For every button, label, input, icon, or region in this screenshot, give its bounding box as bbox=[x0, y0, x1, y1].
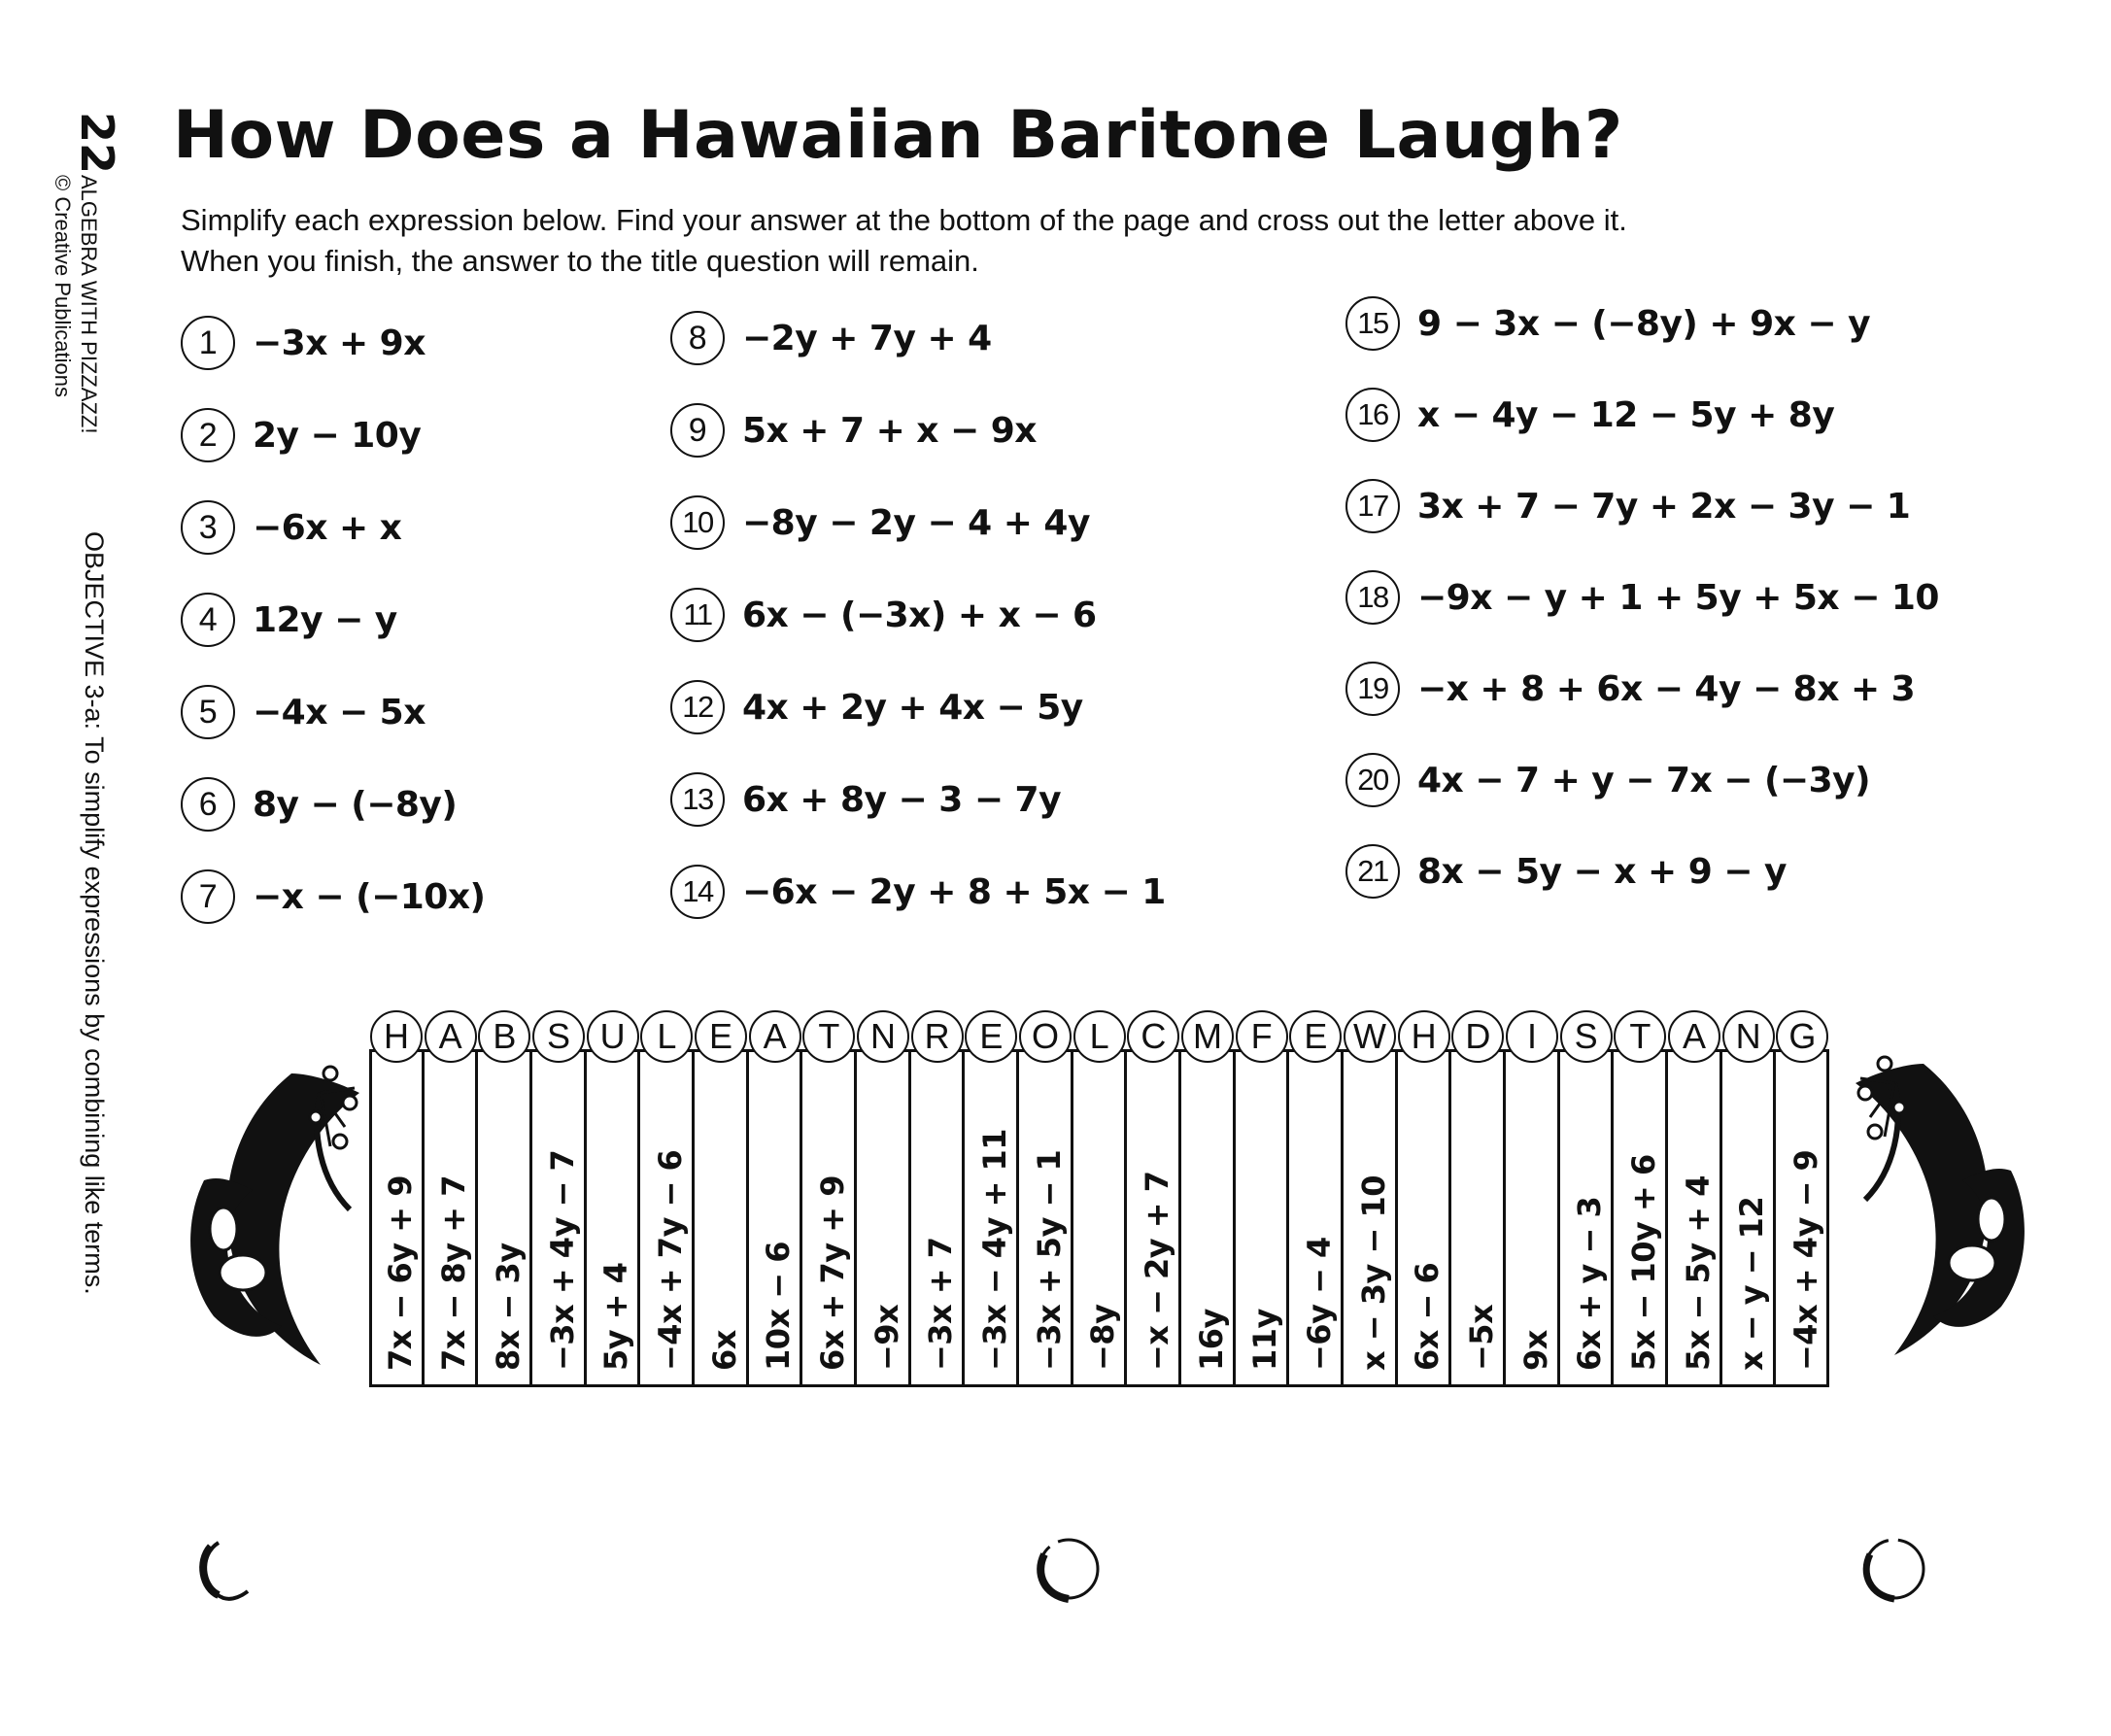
answer-letter: F bbox=[1236, 1010, 1288, 1063]
problem-expression: 9 − 3x − (−8y) + 9x − y bbox=[1417, 303, 1871, 344]
answer-expression: 6x − 6 bbox=[1409, 1262, 1447, 1371]
objective: OBJECTIVE 3-a: To simplify expressions by combining like terms. bbox=[80, 531, 109, 1295]
problem-6 bbox=[181, 777, 457, 832]
problem-2 bbox=[181, 408, 421, 462]
problem-16 bbox=[1345, 388, 1834, 442]
problem-number: 2 bbox=[181, 408, 235, 462]
answer-letter: D bbox=[1451, 1010, 1504, 1063]
answer-strip bbox=[369, 1010, 424, 1387]
answer-letter: U bbox=[587, 1010, 639, 1063]
problem-expression: 12y − y bbox=[253, 599, 397, 640]
answer-strip bbox=[1450, 1010, 1505, 1387]
answer-strip bbox=[1667, 1010, 1721, 1387]
problem-number: 10 bbox=[670, 495, 725, 550]
problem-5 bbox=[181, 685, 426, 739]
problem-number: 1 bbox=[181, 316, 235, 370]
answer-letter: R bbox=[911, 1010, 964, 1063]
problem-expression: −8y − 2y − 4 + 4y bbox=[742, 502, 1090, 543]
problem-expression: 2y − 10y bbox=[253, 415, 422, 456]
answer-letter: T bbox=[802, 1010, 855, 1063]
problem-number: 13 bbox=[670, 772, 725, 827]
answer-expression: −8y bbox=[1084, 1304, 1122, 1371]
answer-strip bbox=[1397, 1010, 1451, 1387]
answer-expression: 6x + 7y + 9 bbox=[814, 1175, 852, 1371]
answer-letter: N bbox=[1722, 1010, 1775, 1063]
problem-number: 6 bbox=[181, 777, 235, 832]
answer-expression: 8x − 3y bbox=[490, 1242, 528, 1371]
answer-expression: 5y + 4 bbox=[597, 1262, 635, 1371]
answer-strip bbox=[1559, 1010, 1614, 1387]
answer-letter: W bbox=[1344, 1010, 1396, 1063]
answer-strip bbox=[694, 1010, 748, 1387]
answer-strip bbox=[1613, 1010, 1667, 1387]
answer-letter: S bbox=[532, 1010, 585, 1063]
book-title: ALGEBRA WITH PIZZAZZ! bbox=[77, 175, 101, 434]
answer-letter: C bbox=[1127, 1010, 1179, 1063]
answer-expression: x − 3y − 10 bbox=[1354, 1175, 1392, 1371]
problem-number: 12 bbox=[670, 680, 725, 734]
answer-strip bbox=[1343, 1010, 1397, 1387]
page-number: 22 bbox=[71, 111, 123, 174]
punch-hole-right bbox=[1851, 1525, 1938, 1613]
problem-20 bbox=[1345, 753, 1870, 807]
answer-strip bbox=[801, 1010, 856, 1387]
answer-strip bbox=[910, 1010, 965, 1387]
problem-number: 16 bbox=[1345, 388, 1400, 442]
answer-expression: −3x + 4y − 7 bbox=[543, 1149, 581, 1371]
answer-letter: H bbox=[370, 1010, 423, 1063]
answer-letter: E bbox=[1289, 1010, 1342, 1063]
answer-letter: O bbox=[1019, 1010, 1072, 1063]
answer-expression: 7x − 6y + 9 bbox=[381, 1175, 419, 1371]
left-floral-ornament bbox=[175, 1035, 379, 1384]
answer-expression: x − y − 12 bbox=[1733, 1196, 1771, 1371]
answer-strip bbox=[1721, 1010, 1776, 1387]
answer-strip bbox=[1288, 1010, 1343, 1387]
answer-expression: 5x − 10y + 6 bbox=[1625, 1154, 1663, 1371]
problem-10 bbox=[670, 495, 1090, 550]
instructions-line-1: Simplify each expression below. Find your answer at the bottom of the page and cross out the letter above it. bbox=[181, 203, 1627, 237]
problem-15 bbox=[1345, 296, 1870, 351]
problem-18 bbox=[1345, 570, 1939, 625]
answer-expression: −3x + 5y − 1 bbox=[1030, 1149, 1068, 1371]
answer-expression: −4x + 7y − 6 bbox=[652, 1149, 690, 1371]
answer-strip bbox=[639, 1010, 694, 1387]
answer-expression: 11y bbox=[1246, 1309, 1284, 1371]
answer-expression: −6y − 4 bbox=[1301, 1237, 1339, 1371]
problem-expression: 6x − (−3x) + x − 6 bbox=[742, 595, 1097, 635]
problem-14 bbox=[670, 865, 1166, 919]
problem-expression: −2y + 7y + 4 bbox=[742, 318, 992, 358]
answer-letter: L bbox=[1073, 1010, 1126, 1063]
answer-strip bbox=[531, 1010, 586, 1387]
answer-letter: E bbox=[965, 1010, 1017, 1063]
problem-expression: 4x + 2y + 4x − 5y bbox=[742, 687, 1083, 728]
answer-letter: A bbox=[425, 1010, 477, 1063]
problem-21 bbox=[1345, 844, 1787, 899]
answer-strip bbox=[586, 1010, 640, 1387]
problem-number: 19 bbox=[1345, 662, 1400, 716]
problem-expression: x − 4y − 12 − 5y + 8y bbox=[1417, 394, 1835, 435]
problem-13 bbox=[670, 772, 1061, 827]
answer-strip bbox=[1018, 1010, 1073, 1387]
problem-expression: −4x − 5x bbox=[253, 692, 426, 732]
problem-expression: 6x + 8y − 3 − 7y bbox=[742, 779, 1062, 820]
answer-expression: −5x bbox=[1463, 1304, 1501, 1371]
answer-strip bbox=[1126, 1010, 1180, 1387]
answer-strip bbox=[1235, 1010, 1289, 1387]
answer-letter: I bbox=[1506, 1010, 1558, 1063]
answer-expression: 9x bbox=[1516, 1330, 1554, 1371]
punch-hole-center bbox=[1025, 1525, 1112, 1613]
answer-strip bbox=[964, 1010, 1018, 1387]
problem-expression: 3x + 7 − 7y + 2x − 3y − 1 bbox=[1417, 486, 1911, 527]
answer-strip bbox=[1180, 1010, 1235, 1387]
answer-expression: −3x + 7 bbox=[922, 1237, 960, 1371]
answer-expression: −9x bbox=[868, 1304, 905, 1371]
answer-expression: 7x − 8y + 7 bbox=[435, 1175, 473, 1371]
answer-banner bbox=[369, 1010, 1831, 1389]
answer-letter: A bbox=[749, 1010, 801, 1063]
answer-letter: M bbox=[1181, 1010, 1234, 1063]
problem-number: 14 bbox=[670, 865, 725, 919]
problem-7 bbox=[181, 869, 486, 924]
problem-expression: 4x − 7 + y − 7x − (−3y) bbox=[1417, 760, 1871, 800]
answer-letter: S bbox=[1560, 1010, 1613, 1063]
problem-expression: −6x − 2y + 8 + 5x − 1 bbox=[742, 871, 1166, 912]
answer-expression: −x − 2y + 7 bbox=[1139, 1171, 1176, 1371]
answer-letter: A bbox=[1668, 1010, 1720, 1063]
problem-9 bbox=[670, 403, 1037, 458]
problem-expression: −x + 8 + 6x − 4y − 8x + 3 bbox=[1417, 668, 1916, 709]
answer-expression: −4x + 4y − 9 bbox=[1788, 1149, 1825, 1371]
problem-expression: −9x − y + 1 + 5y + 5x − 10 bbox=[1417, 577, 1939, 618]
answer-expression: 16y bbox=[1192, 1309, 1230, 1371]
problem-19 bbox=[1345, 662, 1915, 716]
problem-17 bbox=[1345, 479, 1910, 533]
problem-4 bbox=[181, 593, 397, 647]
right-floral-ornament bbox=[1836, 1025, 2040, 1375]
problem-number: 17 bbox=[1345, 479, 1400, 533]
answer-letter: H bbox=[1398, 1010, 1450, 1063]
answer-strip bbox=[856, 1010, 910, 1387]
problem-number: 5 bbox=[181, 685, 235, 739]
problem-11 bbox=[670, 588, 1097, 642]
problem-number: 15 bbox=[1345, 296, 1400, 351]
copyright: © Creative Publications bbox=[51, 175, 75, 397]
problem-number: 9 bbox=[670, 403, 725, 458]
answer-strip bbox=[477, 1010, 531, 1387]
problem-number: 8 bbox=[670, 311, 725, 365]
problem-number: 18 bbox=[1345, 570, 1400, 625]
answer-expression: 5x − 5y + 4 bbox=[1679, 1175, 1717, 1371]
problem-number: 20 bbox=[1345, 753, 1400, 807]
problem-expression: 8x − 5y − x + 9 − y bbox=[1417, 851, 1787, 892]
problem-3 bbox=[181, 500, 401, 555]
answer-expression: −3x − 4y + 11 bbox=[976, 1128, 1014, 1371]
punch-hole-left bbox=[189, 1535, 267, 1613]
problem-number: 11 bbox=[670, 588, 725, 642]
problem-expression: 8y − (−8y) bbox=[253, 784, 458, 825]
answer-letter: L bbox=[640, 1010, 693, 1063]
problem-expression: −x − (−10x) bbox=[253, 876, 486, 917]
instructions-line-2: When you finish, the answer to the title question will remain. bbox=[181, 244, 979, 278]
answer-expression: 6x + y − 3 bbox=[1571, 1196, 1609, 1371]
answer-letter: G bbox=[1776, 1010, 1828, 1063]
answer-expression: 6x bbox=[705, 1330, 743, 1371]
problem-1 bbox=[181, 316, 426, 370]
problem-number: 4 bbox=[181, 593, 235, 647]
answer-letter: N bbox=[857, 1010, 909, 1063]
answer-strip bbox=[1073, 1010, 1127, 1387]
problem-number: 21 bbox=[1345, 844, 1400, 899]
problem-12 bbox=[670, 680, 1083, 734]
problem-number: 3 bbox=[181, 500, 235, 555]
page-title: How Does a Hawaiian Baritone Laugh? bbox=[173, 97, 1623, 174]
answer-strip bbox=[1505, 1010, 1559, 1387]
problem-8 bbox=[670, 311, 992, 365]
problem-expression: 5x + 7 + x − 9x bbox=[742, 410, 1037, 451]
answer-strip bbox=[424, 1010, 478, 1387]
answer-strip bbox=[748, 1010, 802, 1387]
answer-letter: T bbox=[1614, 1010, 1666, 1063]
problem-expression: −3x + 9x bbox=[253, 323, 426, 363]
answer-expression: 10x − 6 bbox=[760, 1241, 798, 1371]
problem-expression: −6x + x bbox=[253, 507, 402, 548]
answer-letter: B bbox=[478, 1010, 530, 1063]
answer-letter: E bbox=[695, 1010, 747, 1063]
answer-strip bbox=[1775, 1010, 1829, 1387]
problem-number: 7 bbox=[181, 869, 235, 924]
